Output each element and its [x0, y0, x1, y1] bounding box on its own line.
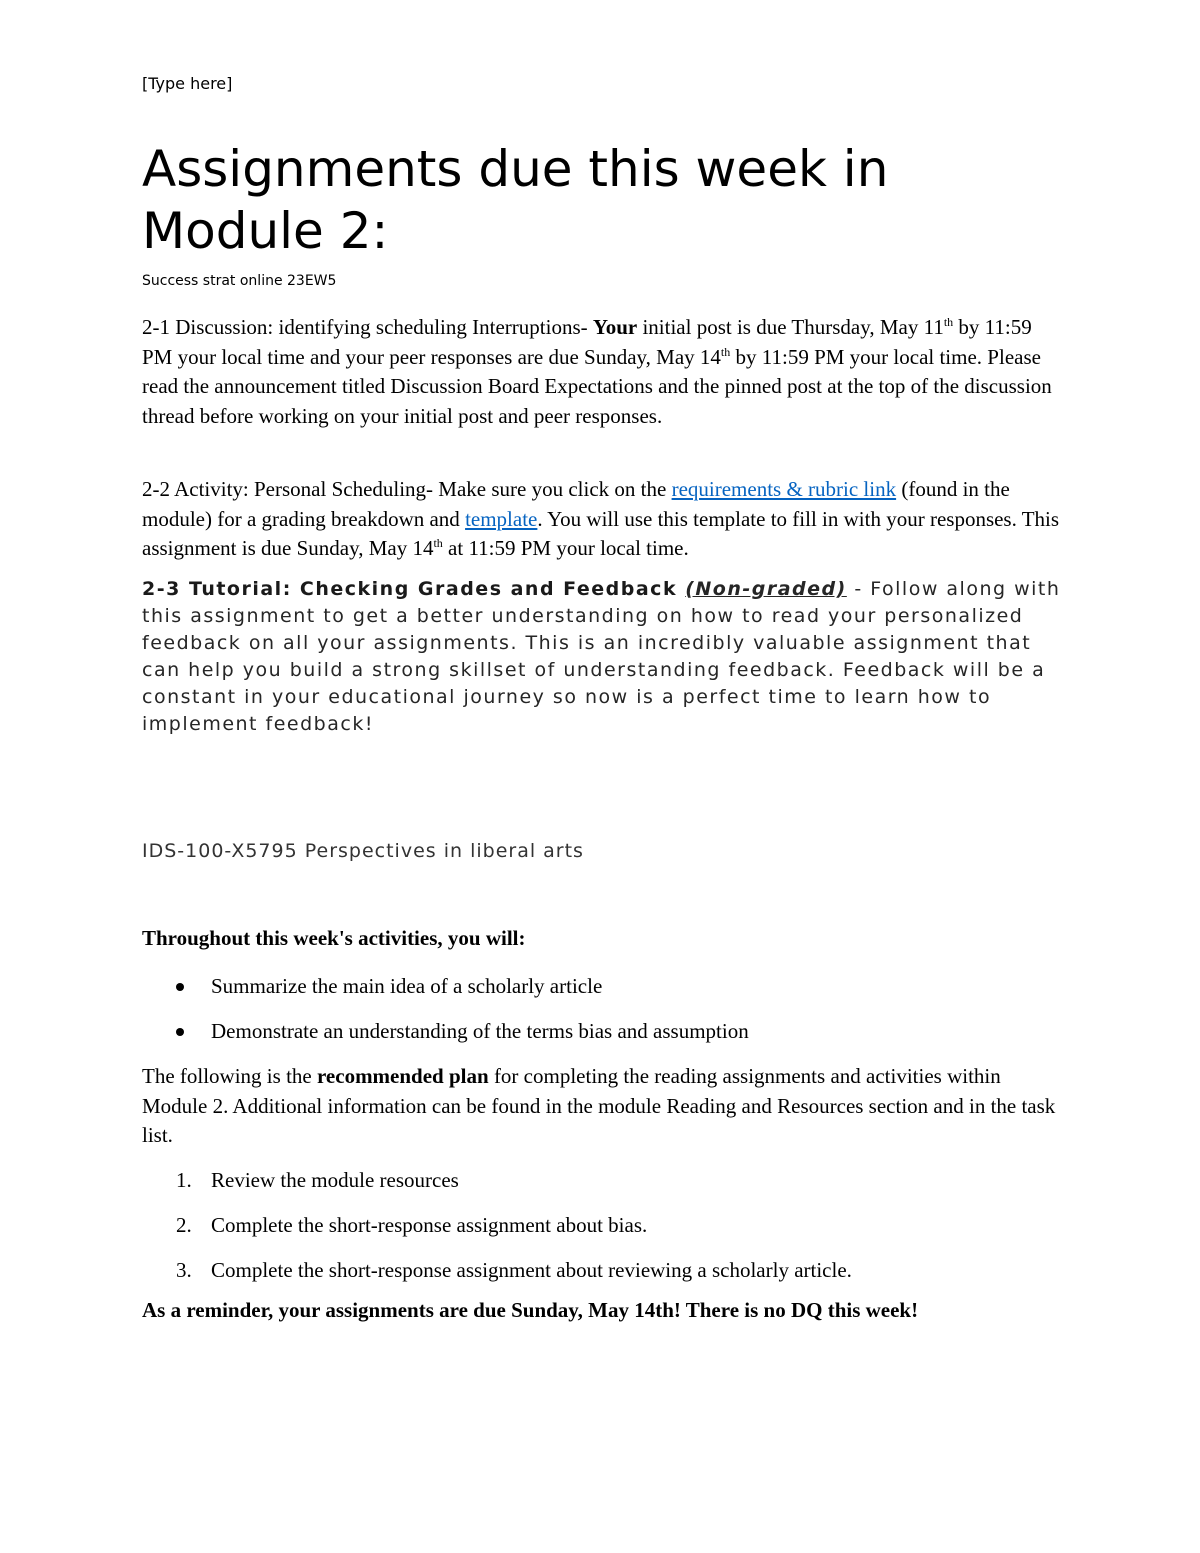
step-text: Complete the short-response assignment about bias. — [211, 1213, 648, 1237]
course-title: IDS-100-X5795 Perspectives in liberal arts — [142, 840, 584, 862]
activity-paragraph — [142, 475, 1067, 564]
list-item — [142, 1165, 852, 1210]
discussion-sup-1: th — [943, 315, 954, 329]
list-item — [142, 971, 749, 1016]
discussion-paragraph — [142, 313, 1067, 431]
activity-text-3: . You will use this template to fill in with your responses. This assignment is due Sunday, May 14 — [142, 506, 1060, 560]
step-text: Review the module resources — [211, 1168, 459, 1192]
page-title: Assignments due this week in Module 2: — [142, 140, 889, 260]
discussion-sup-2: th — [720, 344, 731, 359]
plan-paragraph — [142, 1062, 1067, 1151]
activity-sup: th — [433, 536, 443, 550]
non-graded-label: (Non-graded) — [685, 578, 847, 600]
objective-text: Demonstrate an understanding of the terms bias and assumption — [211, 1019, 749, 1043]
list-item — [142, 1016, 749, 1061]
tutorial-paragraph — [142, 576, 1072, 738]
discussion-text-4: by 11:59 PM your local time. Please read the announcement titled Discussion Board Expectations and the pinned post at the top of the discussion thread before working on your initial post and peer responses. — [142, 344, 1052, 428]
bullet-icon — [176, 983, 184, 991]
discussion-bold: Your — [592, 315, 638, 339]
plan-text-1: The following is the — [142, 1064, 317, 1088]
activity-text-1: 2-2 Activity: Personal Scheduling- Make sure you click on the — [142, 477, 672, 501]
plan-steps-list — [142, 1165, 852, 1300]
course-subtitle: Success strat online 23EW5 — [142, 273, 337, 289]
discussion-text-2: initial post is due Thursday, May 11 — [637, 315, 944, 339]
objectives-heading: Throughout this week's activities, you will: — [142, 926, 526, 950]
reminder-text: As a reminder, your assignments are due Sunday, May 14th! There is no DQ this week! — [142, 1298, 919, 1322]
activity-text-2: (found in the module) for a grading breakdown and — [142, 477, 1010, 531]
list-item — [142, 1210, 852, 1255]
step-number: 1. — [176, 1168, 192, 1192]
list-item — [142, 1255, 852, 1300]
objective-text: Summarize the main idea of a scholarly article — [211, 974, 603, 998]
tutorial-title: 2-3 Tutorial: Checking Grades and Feedback — [142, 578, 686, 600]
requirements-rubric-link[interactable]: requirements & rubric link — [671, 477, 897, 501]
header-placeholder: [Type here] — [142, 74, 233, 93]
step-number: 3. — [176, 1258, 192, 1282]
plan-bold: recommended plan — [316, 1064, 489, 1088]
step-text: Complete the short-response assignment about reviewing a scholarly article. — [211, 1258, 852, 1282]
discussion-text-1: 2-1 Discussion: identifying scheduling Interruptions- — [142, 315, 593, 339]
activity-text-4: at 11:59 PM your local time. — [442, 536, 689, 560]
objectives-list — [142, 971, 749, 1061]
tutorial-body: - Follow along with this assignment to get a better understanding on how to read your personalized feedback on all your assignments. This is an incredibly valuable assignment that can help you build a strong skillset of understanding feedback. Feedback will be a constant in your educational journey so now is a perfect time to learn how to implement feedback! — [142, 578, 1061, 735]
template-link[interactable]: template — [465, 506, 538, 531]
discussion-text-3: by 11:59 PM your local time and your peer responses are due Sunday, May 14 — [142, 315, 1032, 369]
plan-text-2: for completing the reading assignments and activities within Module 2. Additional information can be found in the module Reading and Resources section and in the task list. — [142, 1064, 1056, 1147]
bullet-icon — [176, 1028, 184, 1036]
step-number: 2. — [176, 1213, 192, 1237]
